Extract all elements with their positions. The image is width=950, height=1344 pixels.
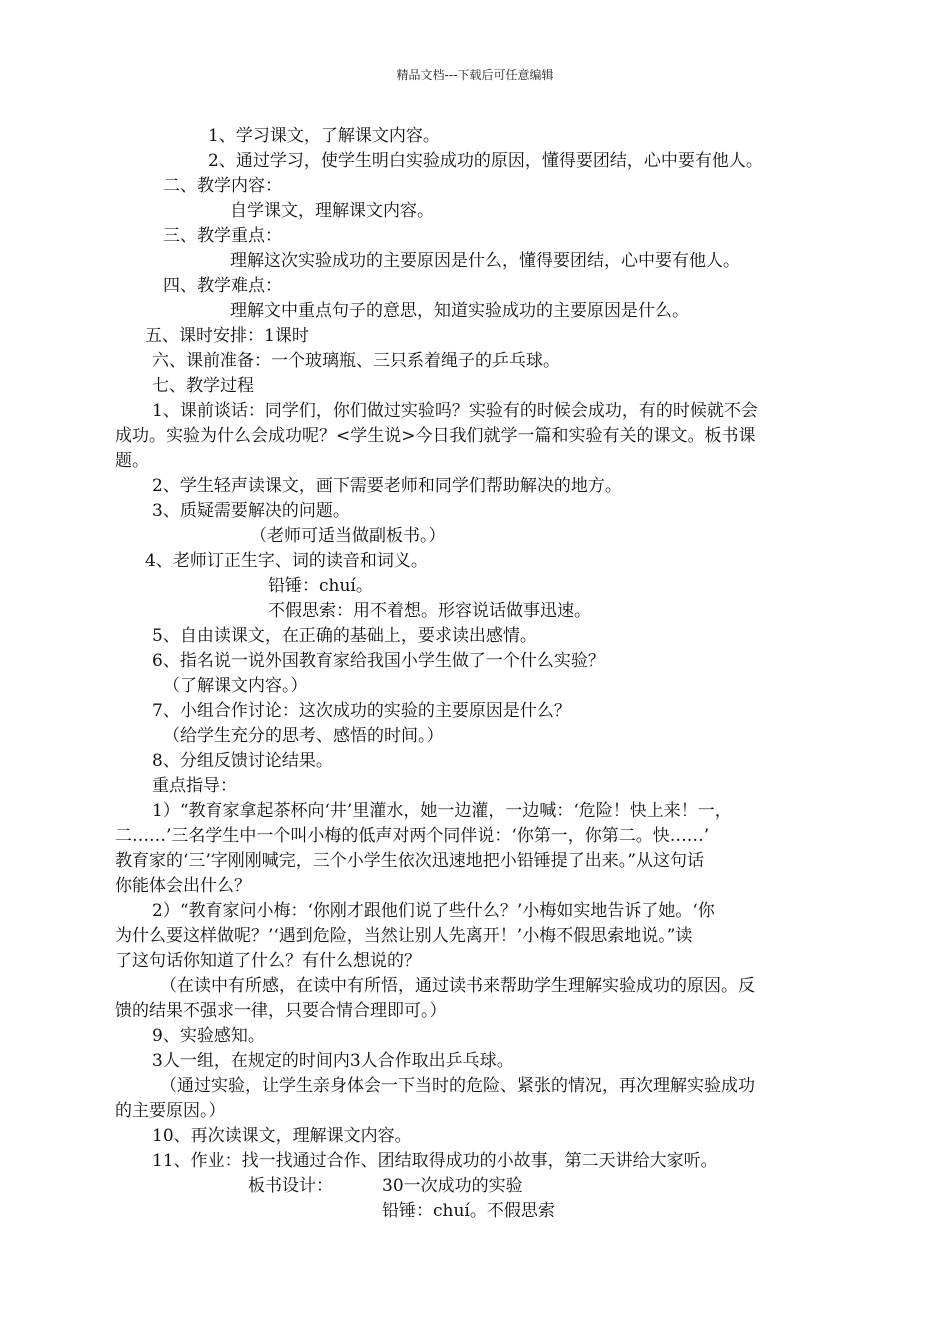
text-line: 理解这次实验成功的主要原因是什么，懂得要团结，心中要有他人。: [230, 251, 740, 271]
text-line: （老师可适当做副板书。）: [250, 526, 446, 546]
text-line: 五、课时安排：1课时: [145, 326, 309, 346]
text-line: 题。: [115, 451, 149, 471]
board-design-row: [0, 1174, 950, 1199]
text-line: 7、小组合作讨论：这次成功的实验的主要原因是什么？: [152, 701, 571, 721]
text-line: 3人一组，在规定的时间内3人合作取出乒乓球。: [152, 1051, 514, 1071]
text-line: 6、指名说一说外国教育家给我国小学生做了一个什么实验？: [152, 651, 605, 671]
text-line: 5、自由读课文，在正确的基础上，要求读出感情。: [152, 626, 537, 646]
page-header: 精品文档---下载后可任意编辑: [396, 68, 554, 82]
text-line: （了解课文内容。）: [163, 676, 308, 696]
text-line: 3、质疑需要解决的问题。: [152, 501, 350, 521]
text-line: 10、再次读课文，理解课文内容。: [152, 1126, 412, 1146]
board-design-subtitle: 铅锤：chuí。不假思索: [382, 1201, 555, 1221]
text-line: 1）“教育家拿起茶杯向‘井’里灌水，她一边灌，一边喊：‘危险！快上来！一，: [152, 801, 732, 821]
text-line: 教育家的‘三’字刚刚喊完，三个小学生依次迅速地把小铅锤提了出来。”从这句话: [115, 851, 704, 871]
document-body: [0, 124, 950, 1224]
text-line: （通过实验，让学生亲身体会一下当时的危险、紧张的情况，再次理解实验成功: [160, 1076, 755, 1096]
text-line: 自学课文，理解课文内容。: [230, 201, 434, 221]
text-line: 四、教学难点：: [163, 276, 282, 296]
text-line: 4、老师订正生字、词的读音和词义。: [145, 551, 428, 571]
text-line: （给学生充分的思考、感悟的时间。）: [163, 726, 444, 746]
text-line: 1、学习课文，了解课文内容。: [208, 126, 440, 146]
text-line: 重点指导：: [152, 776, 237, 796]
text-line: 为什么要这样做呢？’‘遇到危险，当然让别人先离开！’小梅不假思索地说。”读: [115, 926, 693, 946]
text-line: 的主要原因。）: [115, 1101, 226, 1121]
text-line: 1、课前谈话：同学们，你们做过实验吗？实验有的时候会成功，有的时候就不会: [152, 401, 758, 421]
board-design-title: 30一次成功的实验: [382, 1176, 523, 1196]
text-line: 11、作业：找一找通过合作、团结取得成功的小故事，第二天讲给大家听。: [152, 1151, 718, 1171]
text-line: 理解文中重点句子的意思，知道实验成功的主要原因是什么。: [230, 301, 689, 321]
text-line: 二……’三名学生中一个叫小梅的低声对两个同伴说：‘你第一，你第二。快……’: [115, 826, 710, 846]
text-line: 你能体会出什么？: [115, 876, 251, 896]
text-line: 8、分组反馈讨论结果。: [152, 751, 333, 771]
text-line: 成功。实验为什么会成功呢？<学生说>今日我们就学一篇和实验有关的课文。板书课: [115, 426, 756, 446]
text-line: 馈的结果不强求一律，只要合情合理即可。）: [115, 1001, 447, 1021]
text-line: 铅锤：chuí。: [268, 576, 373, 596]
text-line: 2）“教育家问小梅：‘你刚才跟他们说了些什么？’小梅如实地告诉了她。‘你: [152, 901, 715, 921]
board-design-label: 板书设计：: [248, 1176, 333, 1196]
text-line: 了这句话你知道了什么？有什么想说的？: [115, 951, 421, 971]
text-line: 9、实验感知。: [152, 1026, 265, 1046]
text-line: 二、教学内容：: [163, 176, 282, 196]
text-line: 六、课前准备：一个玻璃瓶、三只系着绳子的乒乓球。: [152, 351, 560, 371]
text-line: 2、通过学习，使学生明白实验成功的原因，懂得要团结，心中要有他人。: [208, 151, 763, 171]
text-line: 七、教学过程: [152, 376, 254, 396]
text-line: 2、学生轻声读课文，画下需要老师和同学们帮助解决的地方。: [152, 476, 622, 496]
text-line: 不假思索：用不着想。形容说话做事迅速。: [268, 601, 591, 621]
text-line: 三、教学重点：: [163, 226, 282, 246]
text-line: （在读中有所感，在读中有所悟，通过读书来帮助学生理解实验成功的原因。反: [160, 976, 755, 996]
